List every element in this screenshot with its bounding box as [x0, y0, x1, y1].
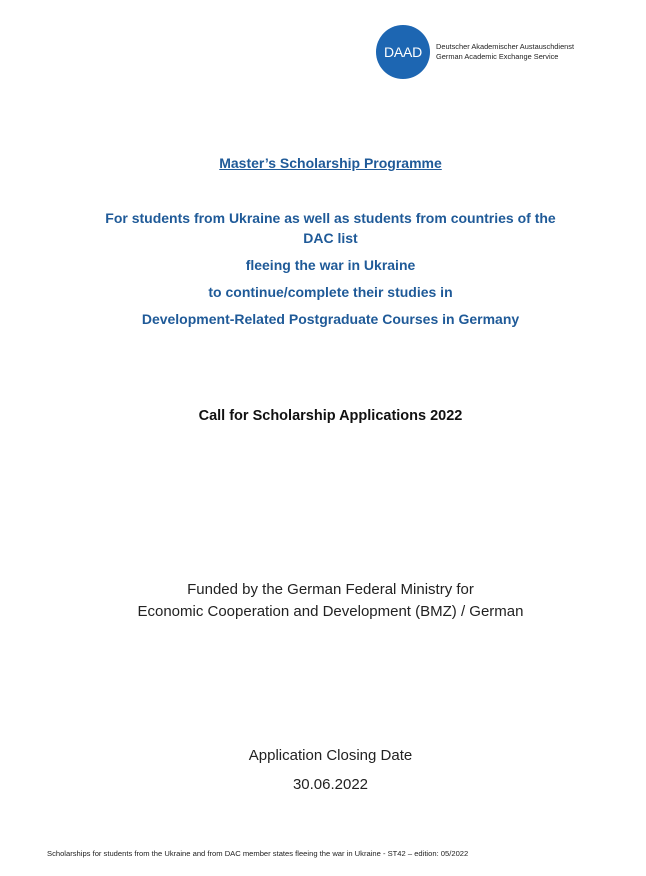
logo-text-line-1: Deutscher Akademischer Austauschdienst	[436, 42, 575, 51]
subtitle-line: to continue/complete their studies in	[208, 284, 453, 300]
subtitle-line: Development-Related Postgraduate Courses in Germany	[141, 311, 520, 327]
funding-line: Economic Cooperation and Development (BMZ) / German	[137, 603, 524, 620]
subtitle-line: DAC list	[303, 230, 358, 246]
programme-title: Master’s Scholarship Programme	[219, 155, 442, 171]
daad-logo-circle	[376, 25, 430, 79]
subtitle-line: For students from Ukraine as well as students from countries of the	[105, 210, 556, 226]
closing-date-value: 30.06.2022	[292, 776, 369, 793]
logo-text	[436, 42, 574, 62]
logo-abbrev: DAAD	[383, 44, 423, 60]
programme-subtitle	[40, 208, 621, 336]
closing-date-label: Application Closing Date	[248, 747, 413, 764]
page-footer: Scholarships for students from the Ukraine and from DAC member states fleeing the war in Ukraine - ST42 – edition: 05/2022	[47, 849, 469, 858]
subtitle-line: fleeing the war in Ukraine	[245, 257, 416, 273]
daad-logo	[376, 25, 574, 79]
closing-date-block	[40, 741, 621, 799]
funding-statement	[40, 579, 621, 623]
funding-line: Funded by the German Federal Ministry for	[187, 581, 474, 598]
logo-text-line-2: German Academic Exchange Service	[436, 52, 559, 61]
call-heading: Call for Scholarship Applications 2022	[198, 408, 463, 424]
